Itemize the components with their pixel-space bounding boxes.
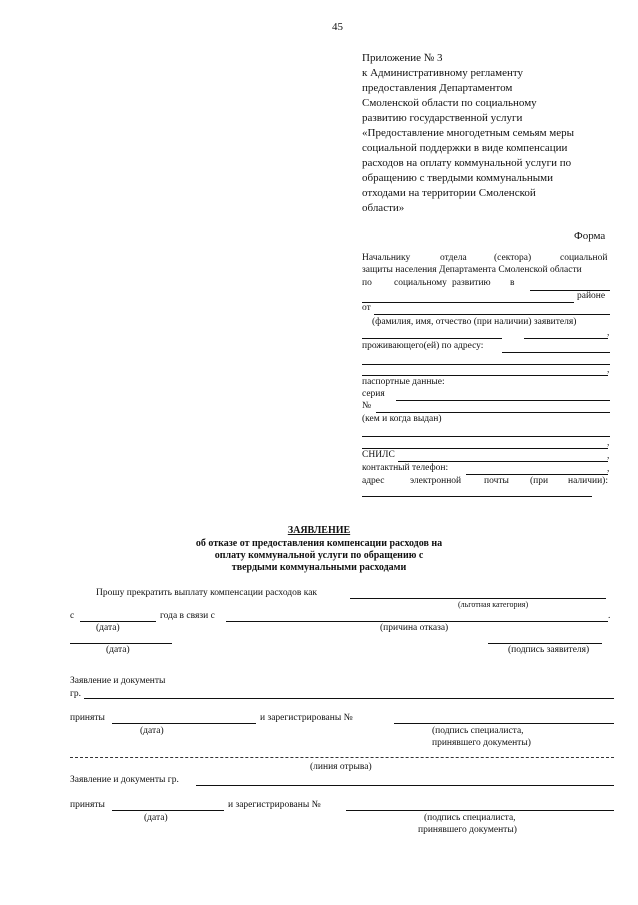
form-label: Форма [574,230,606,242]
district-name-line[interactable] [362,302,574,303]
specialist-hint: принявшего документы) [432,738,531,748]
address-line[interactable] [362,375,608,376]
passport-label: паспортные данные: [362,377,445,387]
specialist-signature-line[interactable] [346,810,614,811]
addressee-word: Начальнику [362,253,411,263]
period: . [608,611,611,621]
stop-date-line[interactable] [80,621,156,622]
passport-series-line[interactable] [396,400,610,401]
email-word: электронной [410,476,462,486]
tear-line-label: (линия отрыва) [310,762,372,772]
addressee-word: социальной [560,253,608,263]
signature-date-line[interactable] [70,643,172,644]
accepted-label: приняты [70,713,105,723]
email-word: почты [484,476,509,486]
addressee-word: отдела [440,253,467,263]
issued-by-line[interactable] [362,436,610,437]
appendix-line: Приложение № 3 [362,52,443,64]
reason-hint: (причина отказа) [380,623,449,633]
reason-line[interactable] [226,621,608,622]
addressee-word: (сектора) [494,253,532,263]
addressee-word: социальному [394,278,447,288]
district-label: районе [577,291,606,301]
appendix-line: обращению с твердыми коммунальными [362,172,553,184]
accepted-label: приняты [70,800,105,810]
comma: , [607,365,610,375]
issued-by-hint: (кем и когда выдан) [362,414,442,424]
date-hint: (дата) [106,645,130,655]
applicant-name-line[interactable] [374,314,610,315]
applicant-signature-line[interactable] [488,643,602,644]
category-hint: (льготная категория) [458,600,529,609]
email-word: адрес [362,476,385,486]
received-label: Заявление и документы гр. [70,775,179,785]
addressee-word: в [510,278,515,288]
tear-line [70,757,614,758]
snils-line[interactable] [398,461,608,462]
email-word: (при [530,476,549,486]
series-label: серия [362,389,385,399]
address-line[interactable] [502,352,610,353]
specialist-signature-line[interactable] [394,723,614,724]
date-hint: (дата) [144,813,168,823]
appendix-line: предоставления Департаментом [362,82,513,94]
received-label: Заявление и документы [70,676,166,686]
phone-label: контактный телефон: [362,463,449,473]
address-line[interactable] [362,364,610,365]
appendix-line: Смоленской области по социальному [362,97,537,109]
request-text: Прошу прекратить выплату компенсации расходов как [96,588,318,598]
number-label: № [362,401,372,411]
appendix-line: к Административному регламенту [362,67,524,79]
signature-hint: (подпись заявителя) [508,645,590,655]
citizen-label: гр. [70,689,82,699]
appendix-line: социальной поддержки в виде компенсации [362,142,568,154]
from-label: от [362,303,371,313]
addressee-word: развитию [452,278,491,288]
email-line[interactable] [362,496,592,497]
from-word: с [70,611,75,621]
date-hint: (дата) [96,623,120,633]
accepted-date-line[interactable] [112,810,224,811]
appendix-line: отходами на территории Смоленской [362,187,536,199]
appendix-line: «Предоставление многодетным семьям меры [362,127,575,139]
appendix-line: расходов на оплату коммунальной услуги по [362,157,572,169]
addressee-word: по [362,278,372,288]
registered-label: и зарегистрированы № [260,713,353,723]
snils-label: СНИЛС [362,450,395,460]
addressee-line: защиты населения Департамента Смоленской области [362,265,582,275]
citizen-name-line[interactable] [84,698,614,699]
registered-label: и зарегистрированы № [228,800,321,810]
comma: , [607,438,610,448]
comma: , [607,451,610,461]
email-word: наличии): [568,476,608,486]
specialist-hint: принявшего документы) [418,825,517,835]
comma: , [607,464,610,474]
issued-by-line[interactable] [362,448,608,449]
accepted-date-line[interactable] [112,723,256,724]
page-number: 45 [332,21,343,33]
appendix-line: области» [362,202,405,214]
specialist-hint: (подпись специалиста, [432,726,524,736]
category-line[interactable] [350,598,606,599]
comma: , [607,328,610,338]
passport-number-line[interactable] [376,412,610,413]
document-subtitle: твердыми коммунальными расходами [231,562,407,573]
document-subtitle: об отказе от предоставления компенсации расходов на [195,538,443,549]
document-subtitle: оплату коммунальной услуги по обращению с [214,550,424,561]
applicant-name-line[interactable] [524,338,608,339]
fio-hint: (фамилия, имя, отчество (при наличии) заявителя) [372,317,577,327]
specialist-hint: (подпись специалиста, [424,813,516,823]
citizen-name-line[interactable] [196,785,614,786]
year-reason-text: года в связи с [160,611,215,621]
phone-line[interactable] [466,474,608,475]
applicant-name-line[interactable] [362,338,502,339]
date-hint: (дата) [140,726,164,736]
residing-label: проживающего(ей) по адресу: [362,341,484,351]
appendix-line: развитию государственной услуги [362,112,523,124]
document-title: ЗАЯВЛЕНИЕ [287,525,351,536]
